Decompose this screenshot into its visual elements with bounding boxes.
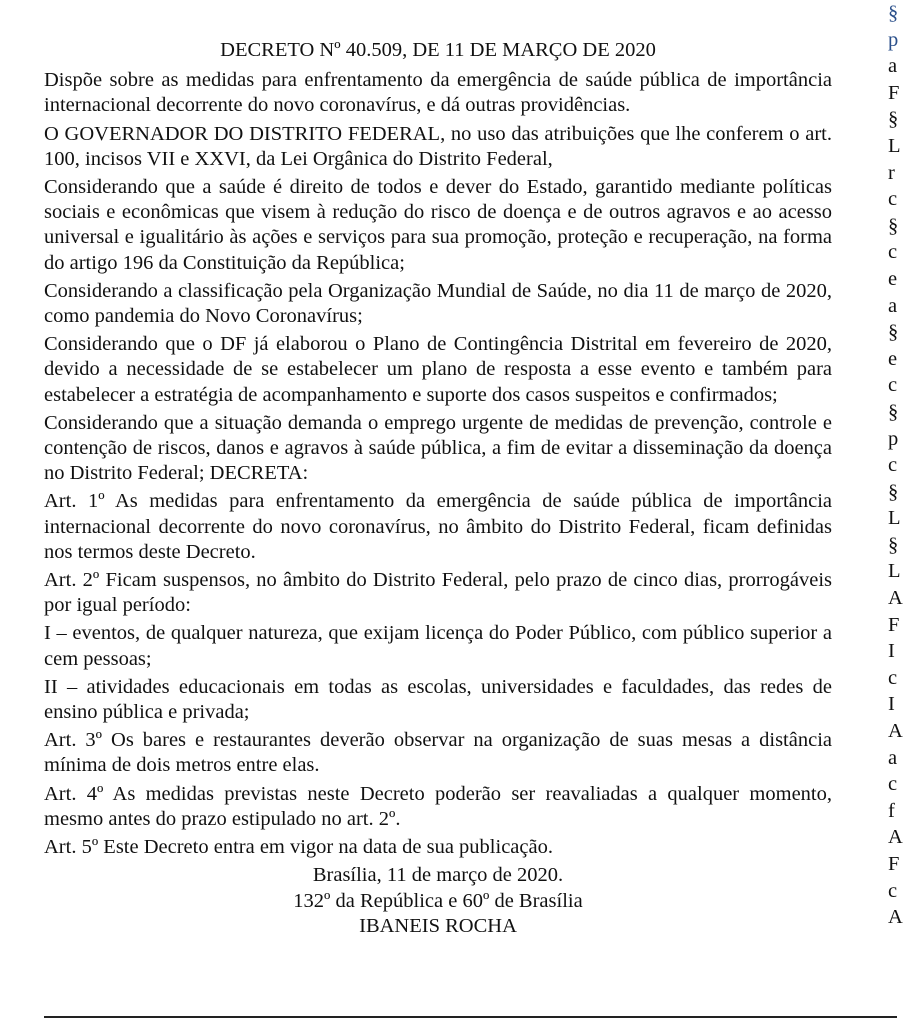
adjacent-column-fragment: p: [888, 28, 899, 51]
whereas-clause-4: Considerando que a situação demanda o emprego urgente de medidas de prevenção, controle e contenção de riscos, danos e agravos à saúde pública, a fim de evitar a disseminação da doença no Distrito Federal; DECRETA:: [44, 411, 832, 485]
decree-title: DECRETO Nº 40.509, DE 11 DE MARÇO DE 2020: [220, 39, 656, 61]
decree-document: [44, 38, 832, 939]
adjacent-column-fragment: I: [888, 640, 895, 663]
era-line: 132º da República e 60º de Brasília: [293, 889, 583, 912]
adjacent-column-fragment: f: [888, 799, 895, 822]
adjacent-column-fragment: c: [888, 188, 898, 211]
whereas-clause-2: Considerando a classificação pela Organização Mundial de Saúde, no dia 11 de março de 2020, como pandemia do Novo Coronavírus;: [44, 279, 832, 328]
adjacent-column-fragment: L: [888, 560, 901, 583]
adjacent-column-fragment: §: [888, 214, 899, 237]
article-2-item-i: I – eventos, de qualquer natureza, que exijam licença do Poder Público, com público superior a cem pessoas;: [44, 622, 832, 670]
article-3: Art. 3º Os bares e restaurantes deverão observar na organização de suas mesas a distância mínima de dois metros entre elas.: [44, 729, 832, 777]
adjacent-column-fragment: A: [888, 906, 903, 929]
article-2-item-ii: II – atividades educacionais em todas as escolas, universidades e faculdades, das redes de ensino pública e privada;: [44, 675, 832, 724]
adjacent-column-fragment: a: [888, 55, 898, 78]
adjacent-column-fragment: F: [888, 613, 900, 636]
adjacent-column-fragment: §: [888, 400, 899, 423]
adjacent-column-fragment: e: [888, 347, 898, 370]
article-1: Art. 1º As medidas para enfrentamento da emergência de saúde pública de importância internacional decorrente do novo coronavírus, no âmbito do Distrito Federal, ficam definidas nos termos deste Decreto.: [44, 490, 832, 563]
adjacent-column-fragment: §: [888, 108, 899, 131]
adjacent-column-fragment: c: [888, 879, 898, 902]
place-date: Brasília, 11 de março de 2020.: [312, 864, 564, 887]
adjacent-column-fragment: §: [888, 2, 899, 24]
adjacent-column-fragment: e: [888, 267, 898, 290]
bottom-divider: [44, 1016, 897, 1018]
adjacent-column-fragment: p: [888, 427, 899, 450]
whereas-clause-1: Considerando que a saúde é direito de todos e dever do Estado, garantido mediante políticas sociais e econômicas que visem à redução do risco de doença e de outros agravos e ao acesso universal e igualitário às ações e serviços para sua promoção, proteção e recuperação, na forma do artigo 196 da Constituição da República;: [44, 176, 832, 274]
adjacent-column-fragment: A: [888, 720, 903, 743]
adjacent-column-fragment: A: [888, 826, 903, 849]
adjacent-column-fragment: §: [888, 321, 899, 344]
adjacent-column-fragment: c: [888, 241, 898, 264]
whereas-clause-3: Considerando que o DF já elaborou o Plano de Contingência Distrital em fevereiro de 2020, devido a necessidade de se estabelecer um plano de resposta a esse evento e também para estabelecer a estratégia de acompanhamento e suporte dos casos suspeitos e confirmados;: [44, 333, 832, 406]
adjacent-column-fragment: §: [888, 480, 899, 503]
preamble: O GOVERNADOR DO DISTRITO FEDERAL, no uso das atribuições que lhe conferem o art. 100, incisos VII e XXVI, da Lei Orgânica do Distrito Federal,: [44, 122, 832, 170]
adjacent-page-column: [888, 0, 903, 1016]
adjacent-column-fragment: c: [888, 374, 898, 397]
adjacent-column-fragment: L: [888, 134, 901, 157]
adjacent-column-fragment: A: [888, 587, 903, 610]
adjacent-column-fragment: F: [888, 853, 900, 875]
article-4: Art. 4º As medidas previstas neste Decreto poderão ser reavaliadas a qualquer momento, mesmo antes do prazo estipulado no art. 2º.: [44, 782, 832, 830]
adjacent-column-fragment: F: [888, 81, 900, 104]
adjacent-column-fragment: r: [888, 161, 895, 184]
signature: IBANEIS ROCHA: [359, 914, 517, 937]
article-2: Art. 2º Ficam suspensos, no âmbito do Distrito Federal, pelo prazo de cinco dias, prorrogáveis por igual período:: [44, 569, 832, 617]
adjacent-column-fragment: c: [888, 454, 898, 477]
adjacent-column-fragment: L: [888, 507, 901, 530]
adjacent-column-fragment: c: [888, 773, 898, 796]
ementa: Dispõe sobre as medidas para enfrentamento da emergência de saúde pública de importância internacional decorrente do novo coronavírus, e dá outras providências.: [44, 69, 832, 117]
adjacent-column-fragment: I: [888, 693, 895, 716]
adjacent-column-fragment: c: [888, 666, 898, 689]
article-5: Art. 5º Este Decreto entra em vigor na data de sua publicação.: [44, 836, 553, 859]
adjacent-column-fragment: a: [888, 294, 898, 317]
adjacent-column-fragment: §: [888, 533, 899, 556]
adjacent-column-fragment: a: [888, 746, 898, 769]
